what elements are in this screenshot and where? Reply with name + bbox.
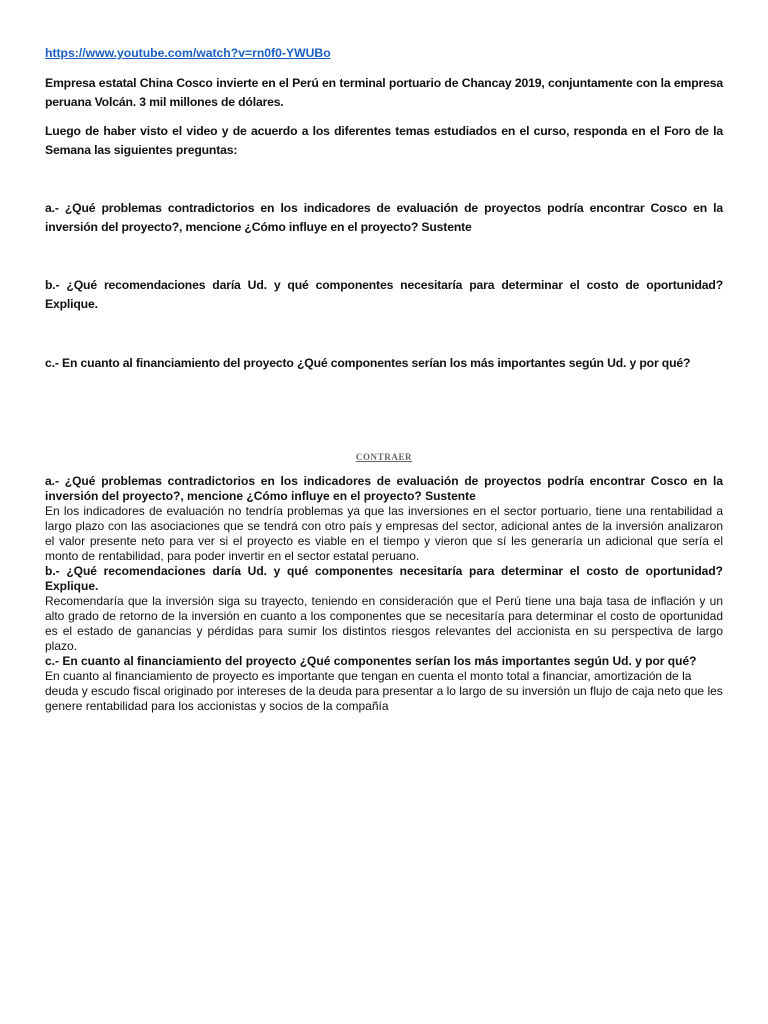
instructions-paragraph: Luego de haber visto el video y de acuerdo a los diferentes temas estudiados en el curso, responda en el Foro de la Semana las siguientes preguntas: (45, 124, 723, 157)
answers-section (45, 474, 723, 714)
youtube-link[interactable]: https://www.youtube.com/watch?v=rn0f0-YWUBo (45, 46, 331, 60)
answer-b-question: b.- ¿Qué recomendaciones daría Ud. y qué componentes necesitaría para determinar el costo de oportunidad? Explique. (45, 564, 723, 593)
question-b: b.- ¿Qué recomendaciones daría Ud. y qué componentes necesitaría para determinar el costo de oportunidad? Explique. (45, 278, 723, 311)
collapse-link[interactable]: CONTRAER (355, 452, 413, 462)
collapse-toggle (45, 452, 723, 462)
answer-a-text: En los indicadores de evaluación no tendría problemas ya que las inversiones en el sector portuario, tiene una rentabilidad a largo plazo con las asociaciones que se tendrá con otro país y empresas del sector, adicional antes de la inversión analizaron el valor presente neto para ver si el proyecto es viable en el tiempo y vieron que sí les generaría un adicional que sería el monto de rentabilidad, para poder invertir en el sector estatal peruano. (45, 504, 723, 563)
question-c: c.- En cuanto al financiamiento del proyecto ¿Qué componentes serían los más importantes según Ud. y por qué? (45, 356, 691, 370)
intro-paragraph: Empresa estatal China Cosco invierte en el Perú en terminal portuario de Chancay 2019, conjuntamente con la empresa peruana Volcán. 3 mil millones de dólares. (45, 76, 723, 109)
question-a: a.- ¿Qué problemas contradictorios en los indicadores de evaluación de proyectos podría encontrar Cosco en la inversión del proyecto?, mencione ¿Cómo influye en el proyecto? Sustente (45, 201, 723, 234)
answer-b-text: Recomendaría que la inversión siga su trayecto, teniendo en consideración que el Perú tiene una baja tasa de inflación y un alto grado de retorno de la inversión en cuanto a los componentes que se necesitaría para determinar el costo de oportunidad es el estado de ganancias y pérdidas para sumir los distintos riesgos relevantes del accionista en su perspectiva de largo plazo. (45, 594, 723, 653)
answer-c-text: En cuanto al financiamiento de proyecto es importante que tengan en cuenta el monto total a financiar, amortización de la deuda y escudo fiscal originado por intereses de la deuda para presentar a lo largo de su inversión un flujo de caja neto que les genere rentabilidad para los accionistas y socios de la compañía (45, 669, 723, 713)
answer-a-question: a.- ¿Qué problemas contradictorios en los indicadores de evaluación de proyectos podría encontrar Cosco en la inversión del proyecto?, mencione ¿Cómo influye en el proyecto? Sustente (45, 474, 723, 503)
answer-c-question: c.- En cuanto al financiamiento del proyecto ¿Qué componentes serían los más importantes según Ud. y por qué? (45, 654, 697, 668)
